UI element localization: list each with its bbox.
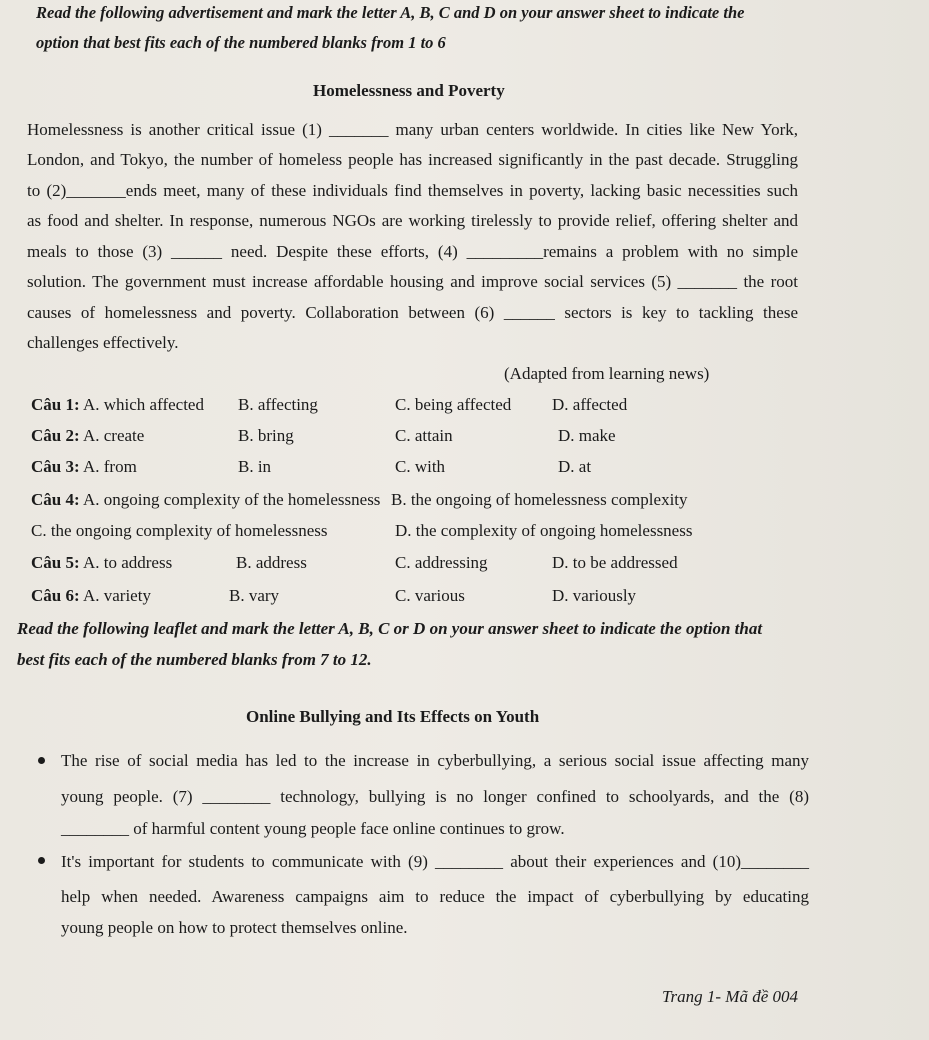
bullet1-line-3: ________ of harmful content young people face online continues to grow. [61, 819, 565, 838]
leaflet-title: Online Bullying and Its Effects on Youth [246, 707, 540, 726]
bullet1-line-2: young people. (7) ________ technology, bullying is no longer confined to schoolyards, and the (8) [61, 787, 809, 806]
passage-line-5: meals to those (3) ______ need. Despite these efforts, (4) _________remains a problem with no simple [27, 242, 798, 261]
option-c[interactable]: C. various [395, 586, 465, 605]
bullet-1 [38, 757, 45, 764]
option-b[interactable]: B. affecting [238, 395, 318, 414]
option-d[interactable]: D. make [558, 426, 616, 445]
bullet2-line-1: It's important for students to communicate with (9) ________ about their experiences and (10)________ [61, 852, 809, 871]
option-b[interactable]: B. vary [229, 586, 280, 605]
option-b[interactable]: B. in [238, 457, 272, 476]
instruction-line-1: Read the following advertisement and mark the letter A, B, C and D on your answer sheet to indicate the [36, 3, 745, 22]
question-label: Câu 4: [31, 490, 80, 509]
question-label: Câu 6: [31, 586, 80, 605]
passage-title: Homelessness and Poverty [313, 81, 505, 100]
option-d[interactable]: D. the complexity of ongoing homelessness [395, 521, 693, 540]
option-a[interactable]: A. variety [82, 586, 151, 605]
bullet2-line-2: help when needed. Awareness campaigns aim to reduce the impact of cyberbullying by educating [61, 887, 809, 906]
bullet1-line-1: The rise of social media has led to the increase in cyberbullying, a serious social issue affecting many [61, 751, 809, 770]
question-5 [31, 552, 172, 574]
option-c[interactable]: C. addressing [395, 553, 488, 572]
question-2 [31, 425, 144, 447]
option-d[interactable]: D. to be addressed [552, 553, 678, 572]
passage-line-3: to (2)_______ends meet, many of these individuals find themselves in poverty, lacking basic necessities such [27, 181, 798, 200]
option-b[interactable]: B. bring [238, 426, 294, 445]
question-1 [31, 394, 204, 416]
instruction2-line-2: best fits each of the numbered blanks from 7 to 12. [17, 650, 372, 669]
option-a[interactable]: A. which affected [82, 395, 204, 414]
option-c[interactable]: C. the ongoing complexity of homelessness [31, 521, 328, 540]
option-d[interactable]: D. variously [552, 586, 637, 605]
question-3 [31, 456, 137, 478]
question-6 [31, 585, 151, 607]
bullet-2 [38, 857, 45, 864]
question-4 [31, 489, 380, 511]
option-c[interactable]: C. with [395, 457, 446, 476]
question-label: Câu 3: [31, 457, 80, 476]
passage-line-1: Homelessness is another critical issue (1) _______ many urban centers worldwide. In cities like New York, [27, 120, 798, 139]
question-label: Câu 5: [31, 553, 80, 572]
passage-line-2: London, and Tokyo, the number of homeless people has increased significantly in the past decade. Struggling [27, 150, 798, 169]
question-label: Câu 1: [31, 395, 80, 414]
passage-line-8: challenges effectively. [27, 333, 179, 352]
passage-line-4: as food and shelter. In response, numerous NGOs are working tirelessly to provide relief, offering shelter and [27, 211, 798, 230]
option-a[interactable]: A. create [82, 426, 145, 445]
instruction-line-2: option that best fits each of the numbered blanks from 1 to 6 [36, 33, 446, 52]
option-a[interactable]: A. to address [82, 553, 173, 572]
instruction2-line-1: Read the following leaflet and mark the letter A, B, C or D on your answer sheet to indicate the option that [17, 619, 763, 638]
option-d[interactable]: D. affected [552, 395, 628, 414]
passage-line-6: solution. The government must increase affordable housing and improve social services (5) _______ the root [27, 272, 798, 291]
option-a[interactable]: A. ongoing complexity of the homelessness [82, 490, 381, 509]
question-label: Câu 2: [31, 426, 80, 445]
passage-line-7: causes of homelessness and poverty. Collaboration between (6) ______ sectors is key to tackling these [27, 303, 798, 322]
bullet2-line-3: young people on how to protect themselves online. [61, 918, 408, 937]
option-c[interactable]: C. being affected [395, 395, 512, 414]
passage-source: (Adapted from learning news) [504, 364, 710, 383]
option-b[interactable]: B. address [236, 553, 307, 572]
page-footer: Trang 1- Mã đề 004 [662, 987, 798, 1006]
option-b[interactable]: B. the ongoing of homelessness complexity [391, 490, 688, 509]
option-a[interactable]: A. from [82, 457, 137, 476]
option-c[interactable]: C. attain [395, 426, 453, 445]
option-d[interactable]: D. at [558, 457, 592, 476]
